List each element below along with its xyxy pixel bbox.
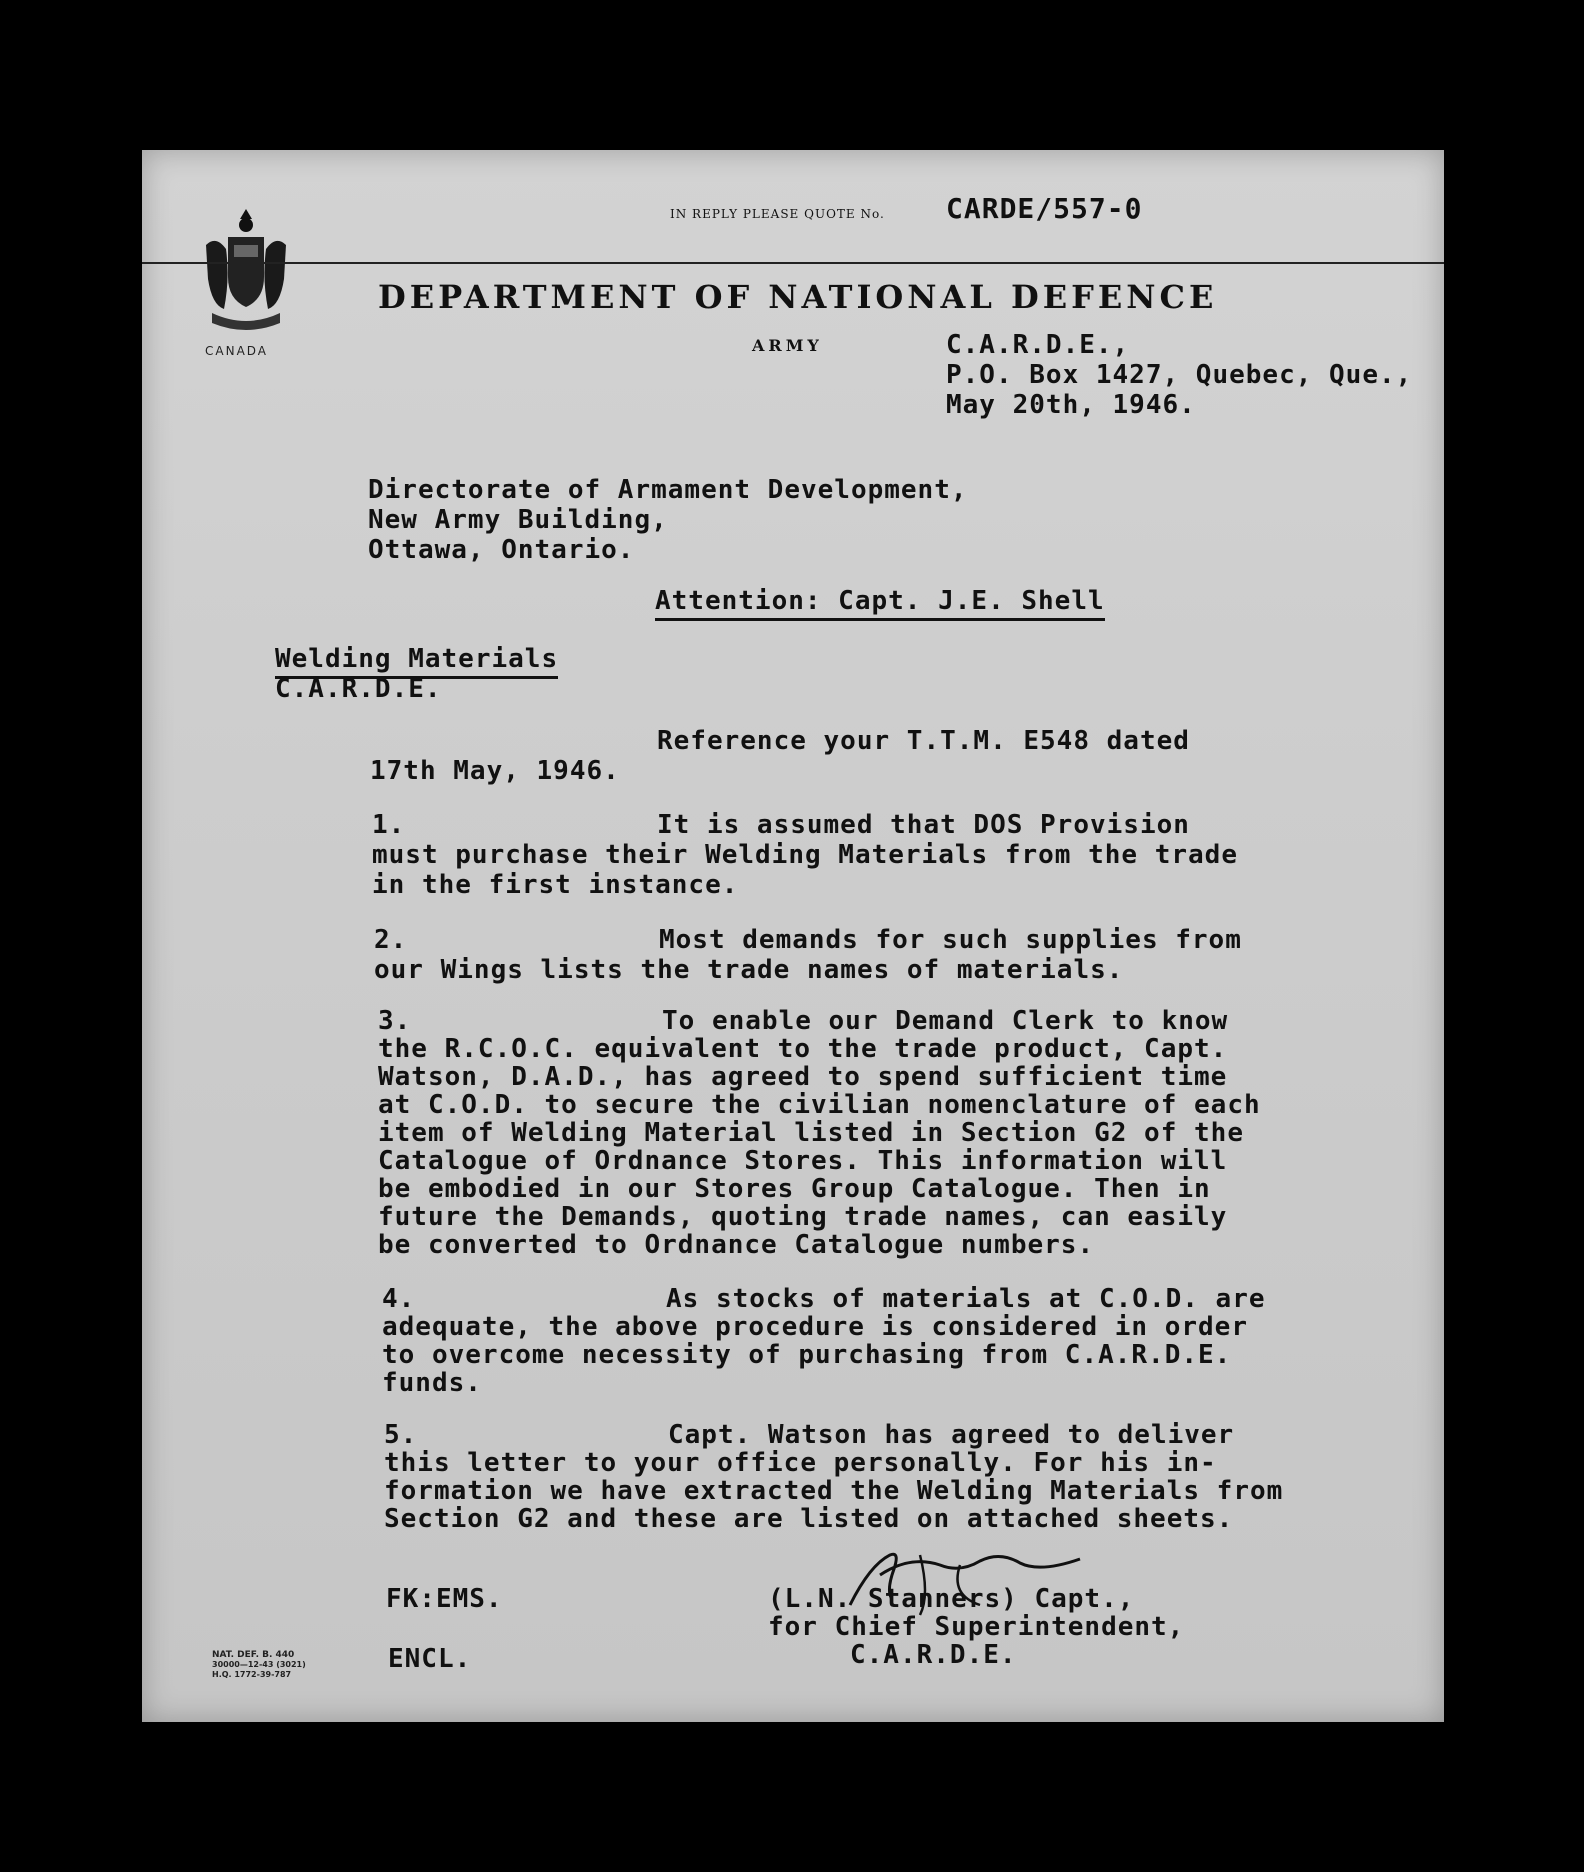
paragraph-line: As stocks of materials at C.O.D. are bbox=[666, 1284, 1266, 1314]
form-stamp-line: 30000—12-43 (3021) bbox=[212, 1660, 306, 1669]
enclosure-note: ENCL. bbox=[388, 1644, 472, 1674]
form-stamp-line: H.Q. 1772-39-787 bbox=[212, 1670, 292, 1679]
reference-line-1: Reference your T.T.M. E548 dated bbox=[657, 726, 1190, 756]
paragraph-number: 5. bbox=[384, 1420, 418, 1450]
signer-title: for Chief Superintendent, bbox=[768, 1612, 1185, 1642]
paragraph-line: be converted to Ordnance Catalogue numbers. bbox=[378, 1230, 1095, 1260]
paragraph-line: funds. bbox=[382, 1368, 482, 1398]
paragraph-line: Most demands for such supplies from bbox=[659, 925, 1242, 955]
paragraph-line: must purchase their Welding Materials from the trade bbox=[372, 840, 1238, 870]
paragraph-number: 3. bbox=[378, 1006, 412, 1036]
paragraph-line: at C.O.D. to secure the civilian nomenclature of each bbox=[378, 1090, 1261, 1120]
signer-org: C.A.R.D.E. bbox=[850, 1640, 1017, 1670]
reference-line-2: 17th May, 1946. bbox=[370, 756, 620, 786]
coat-of-arms-icon bbox=[198, 205, 294, 335]
paragraph-line: in the first instance. bbox=[372, 870, 739, 900]
attention-line: Attention: Capt. J.E. Shell bbox=[655, 586, 1105, 621]
paragraph-line: this letter to your office personally. For his in- bbox=[384, 1448, 1217, 1478]
paragraph-line: our Wings lists the trade names of materials. bbox=[374, 955, 1124, 985]
branch-name: ARMY bbox=[752, 336, 823, 355]
paragraph-line: formation we have extracted the Welding Materials from bbox=[384, 1476, 1284, 1506]
crest-caption: CANADA bbox=[205, 344, 269, 358]
paragraph-line: to overcome necessity of purchasing from C.A.R.D.E. bbox=[382, 1340, 1232, 1370]
signer-name: (L.N. Stanners) Capt., bbox=[768, 1584, 1135, 1614]
paragraph-number: 2. bbox=[374, 925, 408, 955]
recipient-line-1: Directorate of Armament Development, bbox=[368, 475, 968, 505]
reply-prefix: IN REPLY PLEASE QUOTE No. bbox=[670, 207, 885, 221]
typist-initials: FK:EMS. bbox=[386, 1584, 503, 1614]
form-stamp bbox=[212, 1650, 306, 1680]
reply-number: CARDE/557-0 bbox=[946, 192, 1143, 225]
sender-line-2: P.O. Box 1427, Quebec, Que., bbox=[946, 360, 1413, 390]
paragraph-line: Capt. Watson has agreed to deliver bbox=[668, 1420, 1235, 1450]
paragraph-line: It is assumed that DOS Provision bbox=[657, 810, 1190, 840]
letterhead-rule bbox=[142, 262, 1444, 264]
paragraph-line: future the Demands, quoting trade names, can easily bbox=[378, 1202, 1228, 1232]
paragraph-line: To enable our Demand Clerk to know bbox=[662, 1006, 1229, 1036]
recipient-line-2: New Army Building, bbox=[368, 505, 668, 535]
paragraph-line: the R.C.O.C. equivalent to the trade product, Capt. bbox=[378, 1034, 1228, 1064]
paragraph-line: Catalogue of Ordnance Stores. This information will bbox=[378, 1146, 1228, 1176]
recipient-line-3: Ottawa, Ontario. bbox=[368, 535, 635, 565]
sender-line-1: C.A.R.D.E., bbox=[946, 330, 1130, 360]
paragraph-line: item of Welding Material listed in Section G2 of the bbox=[378, 1118, 1244, 1148]
paragraph-line: Section G2 and these are listed on attached sheets. bbox=[384, 1504, 1234, 1534]
letter-date: May 20th, 1946. bbox=[946, 390, 1196, 420]
paragraph-line: be embodied in our Stores Group Catalogue. Then in bbox=[378, 1174, 1211, 1204]
subject-line-2: C.A.R.D.E. bbox=[275, 674, 442, 704]
paragraph-number: 4. bbox=[382, 1284, 416, 1314]
paragraph-line: adequate, the above procedure is considered in order bbox=[382, 1312, 1248, 1342]
paragraph-line: Watson, D.A.D., has agreed to spend sufficient time bbox=[378, 1062, 1228, 1092]
paragraph-number: 1. bbox=[372, 810, 406, 840]
subject-line-1: Welding Materials bbox=[275, 644, 558, 679]
department-name: DEPARTMENT OF NATIONAL DEFENCE bbox=[378, 278, 1218, 316]
form-stamp-line: NAT. DEF. B. 440 bbox=[212, 1650, 295, 1660]
